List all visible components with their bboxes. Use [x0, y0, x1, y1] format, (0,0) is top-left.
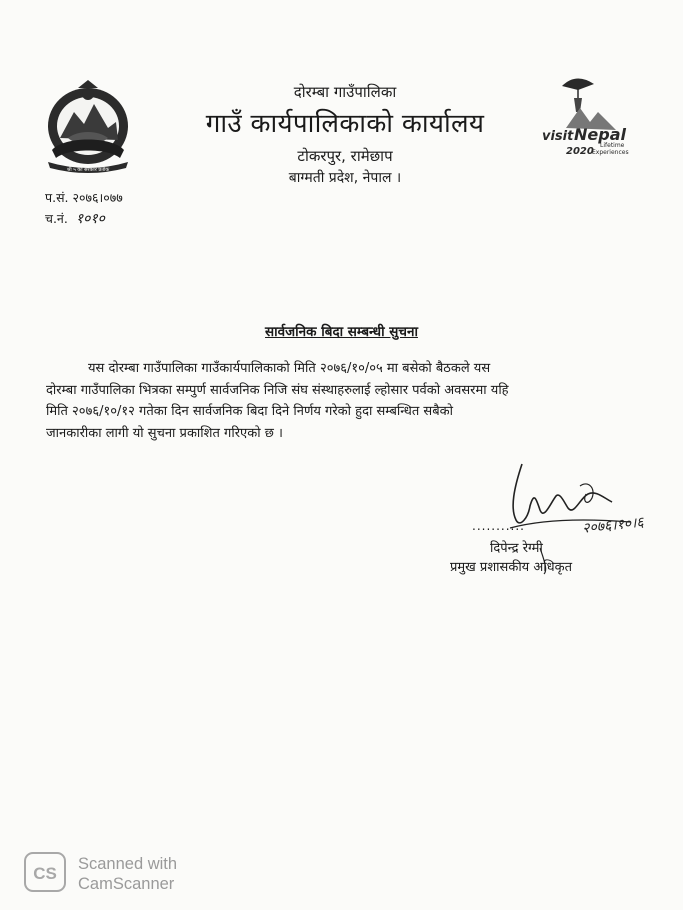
svg-text:CS: CS	[33, 864, 57, 883]
nepal-word: Nepal	[574, 125, 626, 144]
office-title: गाउँ कार्यपालिकाको कार्यालय	[205, 109, 485, 139]
visit-word: visit	[542, 129, 574, 144]
camscanner-watermark	[78, 854, 177, 894]
municipality-name: दोरम्बा गाउँपालिका	[293, 83, 397, 101]
visit-nepal-2020-logo	[536, 68, 632, 160]
signature-line: ...........	[472, 519, 525, 533]
visit-tagline-2: Experiences	[592, 149, 629, 156]
office-province: बाग्मती प्रदेश, नेपाल ।	[288, 170, 402, 186]
notice-title: सार्वजनिक बिदा सम्बन्धी सुचना	[265, 324, 418, 340]
notice-line: मिति २०७६/१०/१२ गतेका दिन सार्वजनिक बिदा दिने निर्णय गरेको हुदा सम्बन्धित सबैको	[46, 404, 453, 419]
emblem-caption: श्री ५ को सरकार प्रतीक	[66, 167, 110, 173]
nepal-emblem-icon	[34, 78, 142, 178]
visit-year: 2020	[566, 146, 594, 157]
watermark-line-2: CamScanner	[78, 875, 175, 893]
chalani-number	[45, 209, 105, 228]
notice-line: यस दोरम्बा गाउँपालिका गाउँकार्यपालिकाको मिति २०७६/१०/०५ मा बसेको बैठकले यस	[88, 361, 491, 376]
visit-tagline-1: Lifetime	[600, 142, 625, 149]
ps-label: प.सं.	[45, 190, 69, 205]
cn-label: च.नं.	[45, 211, 68, 226]
notice-line: दोरम्बा गाउँपालिका भित्रका सम्पुर्ण सार्वजनिक निजि संघ संस्थाहरुलाई ल्होसार पर्वको अवसरमा यहि	[46, 382, 509, 398]
patra-sankhya	[45, 189, 123, 206]
office-address: टोकरपुर, रामेछाप	[297, 147, 393, 165]
notice-body	[46, 358, 594, 444]
ps-value: २०७६।०७७	[72, 190, 123, 205]
signatory-designation: प्रमुख प्रशासकीय अधिकृत	[450, 560, 573, 575]
signatory-name: दिपेन्द्र रेग्मी	[490, 541, 543, 556]
camscanner-logo-icon	[24, 852, 66, 892]
cn-value: १०१०	[75, 211, 105, 227]
notice-line: जानकारीका लागी यो सुचना प्रकाशित गरिएको छ ।	[46, 425, 283, 441]
handwritten-date: २०७६।१०।६	[581, 514, 645, 537]
watermark-line-1: Scanned with	[78, 855, 178, 873]
